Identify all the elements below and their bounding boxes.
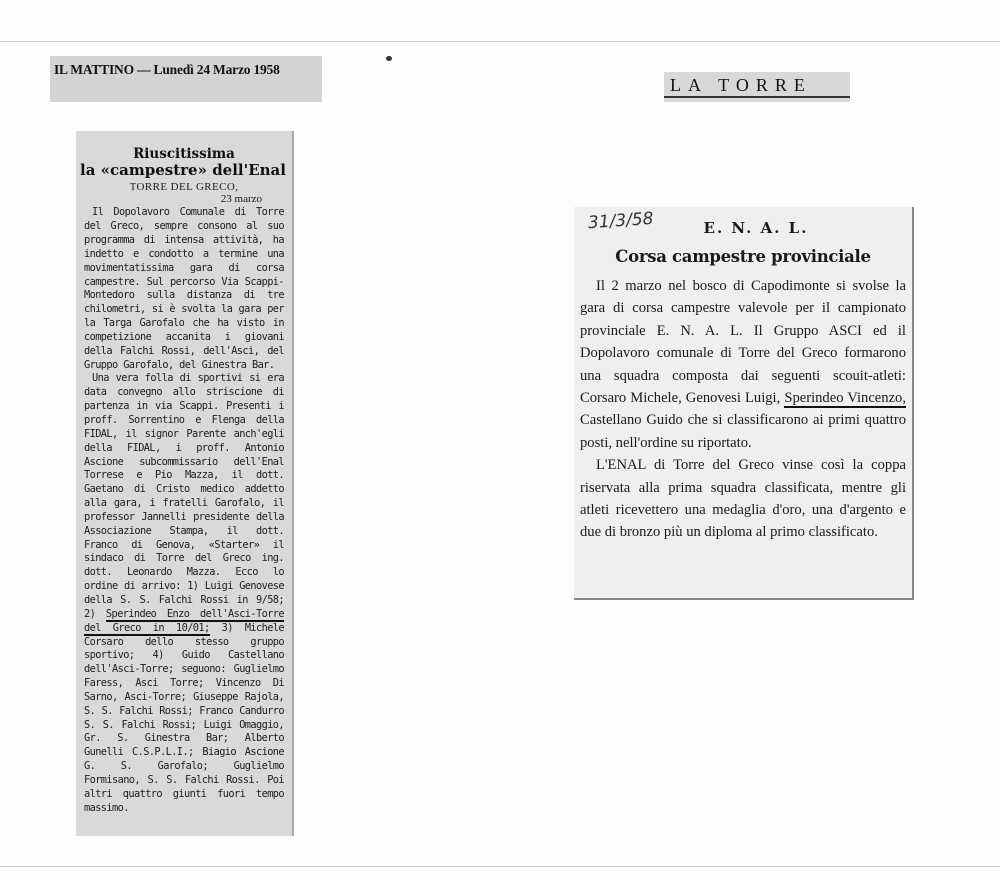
article-paragraph-2: [84, 372, 284, 815]
article-kicker: E. N. A. L.: [703, 219, 809, 237]
masthead-text: IL MATTINO — Lunedì 24 Marzo 1958: [54, 62, 280, 77]
paragraph-text: Il 2 marzo nel bosco di Capodimonte si svolse la gara di corsa campestre valevole per il campionato provinciale E. N. A. L. Il Gruppo ASCI ed il Dopolavoro comunale di Torre del Greco formarono una squadra composta dai seguenti scouit-atleti: Corsaro Michele, Genovesi Luigi,: [580, 278, 906, 407]
paragraph-text: Una vera folla di sportivi si era data convegno allo striscione di partenza in via Scappi. Presenti i proff. Sorrentino e Flenga della FIDAL, il signor Parente anch'egli della FIDAL, i proff. Antonio Ascione subcommissario dell'Enal Torrese e Pio Mazza, il dott. Gaetano di Cristo medico addetto alla gara, i fratelli Garofalo, il professor Jannelli presidente della Associazione Stampa, il dott. Franco di Genova, «Starter» il sindaco di Torre del Greco ing. dott. Leonardo Mazza. Ecco lo ordine di arrivo: 1) Luigi Genovese della S. S. Falchi Rossi in 9/58; 2): [84, 372, 284, 620]
newspaper-masthead-la-torre: [664, 72, 850, 102]
article-headline: Corsa campestre provinciale: [615, 247, 871, 266]
newspaper-masthead-il-mattino: [50, 56, 322, 102]
clipping-la-torre-article: [574, 207, 914, 600]
article-paragraph-1: Il Dopolavoro Comunale di Torre del Greco, sempre consono al suo programma di intensa attività, ha indetto e condotto a termine una movimentatissima gara di corsa campestre. Sul percorso Via Scappi-Montedoro sulla distanza di tre chilometri, si è svolta la gara per la Targa Garofalo che ha visto in competizione accanita i giovani della Falchi Rossi, dell'Asci, del Gruppo Garofalo, del Ginestra Bar.: [84, 206, 284, 371]
paragraph-text: Castellano Guido che si classificarono ai primi quattro posti, nell'ordine su riportato.: [580, 412, 906, 451]
article-headline-line1: Riuscitissima: [133, 146, 235, 162]
page-edge-top: [0, 41, 1000, 42]
underlined-name: Sperindeo Vincenzo,: [784, 390, 906, 407]
clipping-il-mattino-article: [76, 131, 294, 836]
paragraph-text: 3) Michele Corsaro dello stesso gruppo sportivo; 4) Guido Castellano dell'Asci-Torre; seguono: Guglielmo Faress, Asci Torre; Vincenzo Di Sarno, Asci-Torre; Giuseppe Rajola, S. S. Falchi Rossi; Franco Candurro S. S. Falchi Rossi; Luigi Omaggio, Gr. S. Ginestra Bar; Alberto Gunelli C.S.P.L.I.; Biagio Ascione G. S. Garofalo; Guglielmo Formisano, S. S. Falchi Rossi. Poi altri quattro giunti fuori tempo massimo.: [84, 621, 285, 814]
masthead-rule: [664, 96, 850, 98]
underlined-result: Sperindeo Enzo dell'Asci-Torre del Greco in 10/01;: [84, 607, 284, 634]
article-dateline-place: TORRE DEL GRECO,: [129, 181, 239, 194]
masthead-text-la-torre: LA TORRE: [670, 75, 812, 95]
ink-speck: [386, 56, 392, 61]
page-edge-bottom: [0, 866, 1000, 867]
article-dateline-date: 23 marzo: [220, 193, 262, 206]
article-paragraph-2: L'ENAL di Torre del Greco vinse così la coppa riservata alla prima squadra classificata, mentre gli atleti ricevettero una medaglia d'oro, una d'argento e due di bronzo più un diploma al primo classificato.: [580, 457, 906, 541]
article-headline-line2: la «campestre» dell'Enal: [80, 160, 286, 179]
handwritten-date: 31/3/58: [587, 208, 655, 234]
article-paragraph-1: [580, 275, 906, 454]
article-body: [84, 206, 284, 815]
article-body: [580, 275, 906, 544]
